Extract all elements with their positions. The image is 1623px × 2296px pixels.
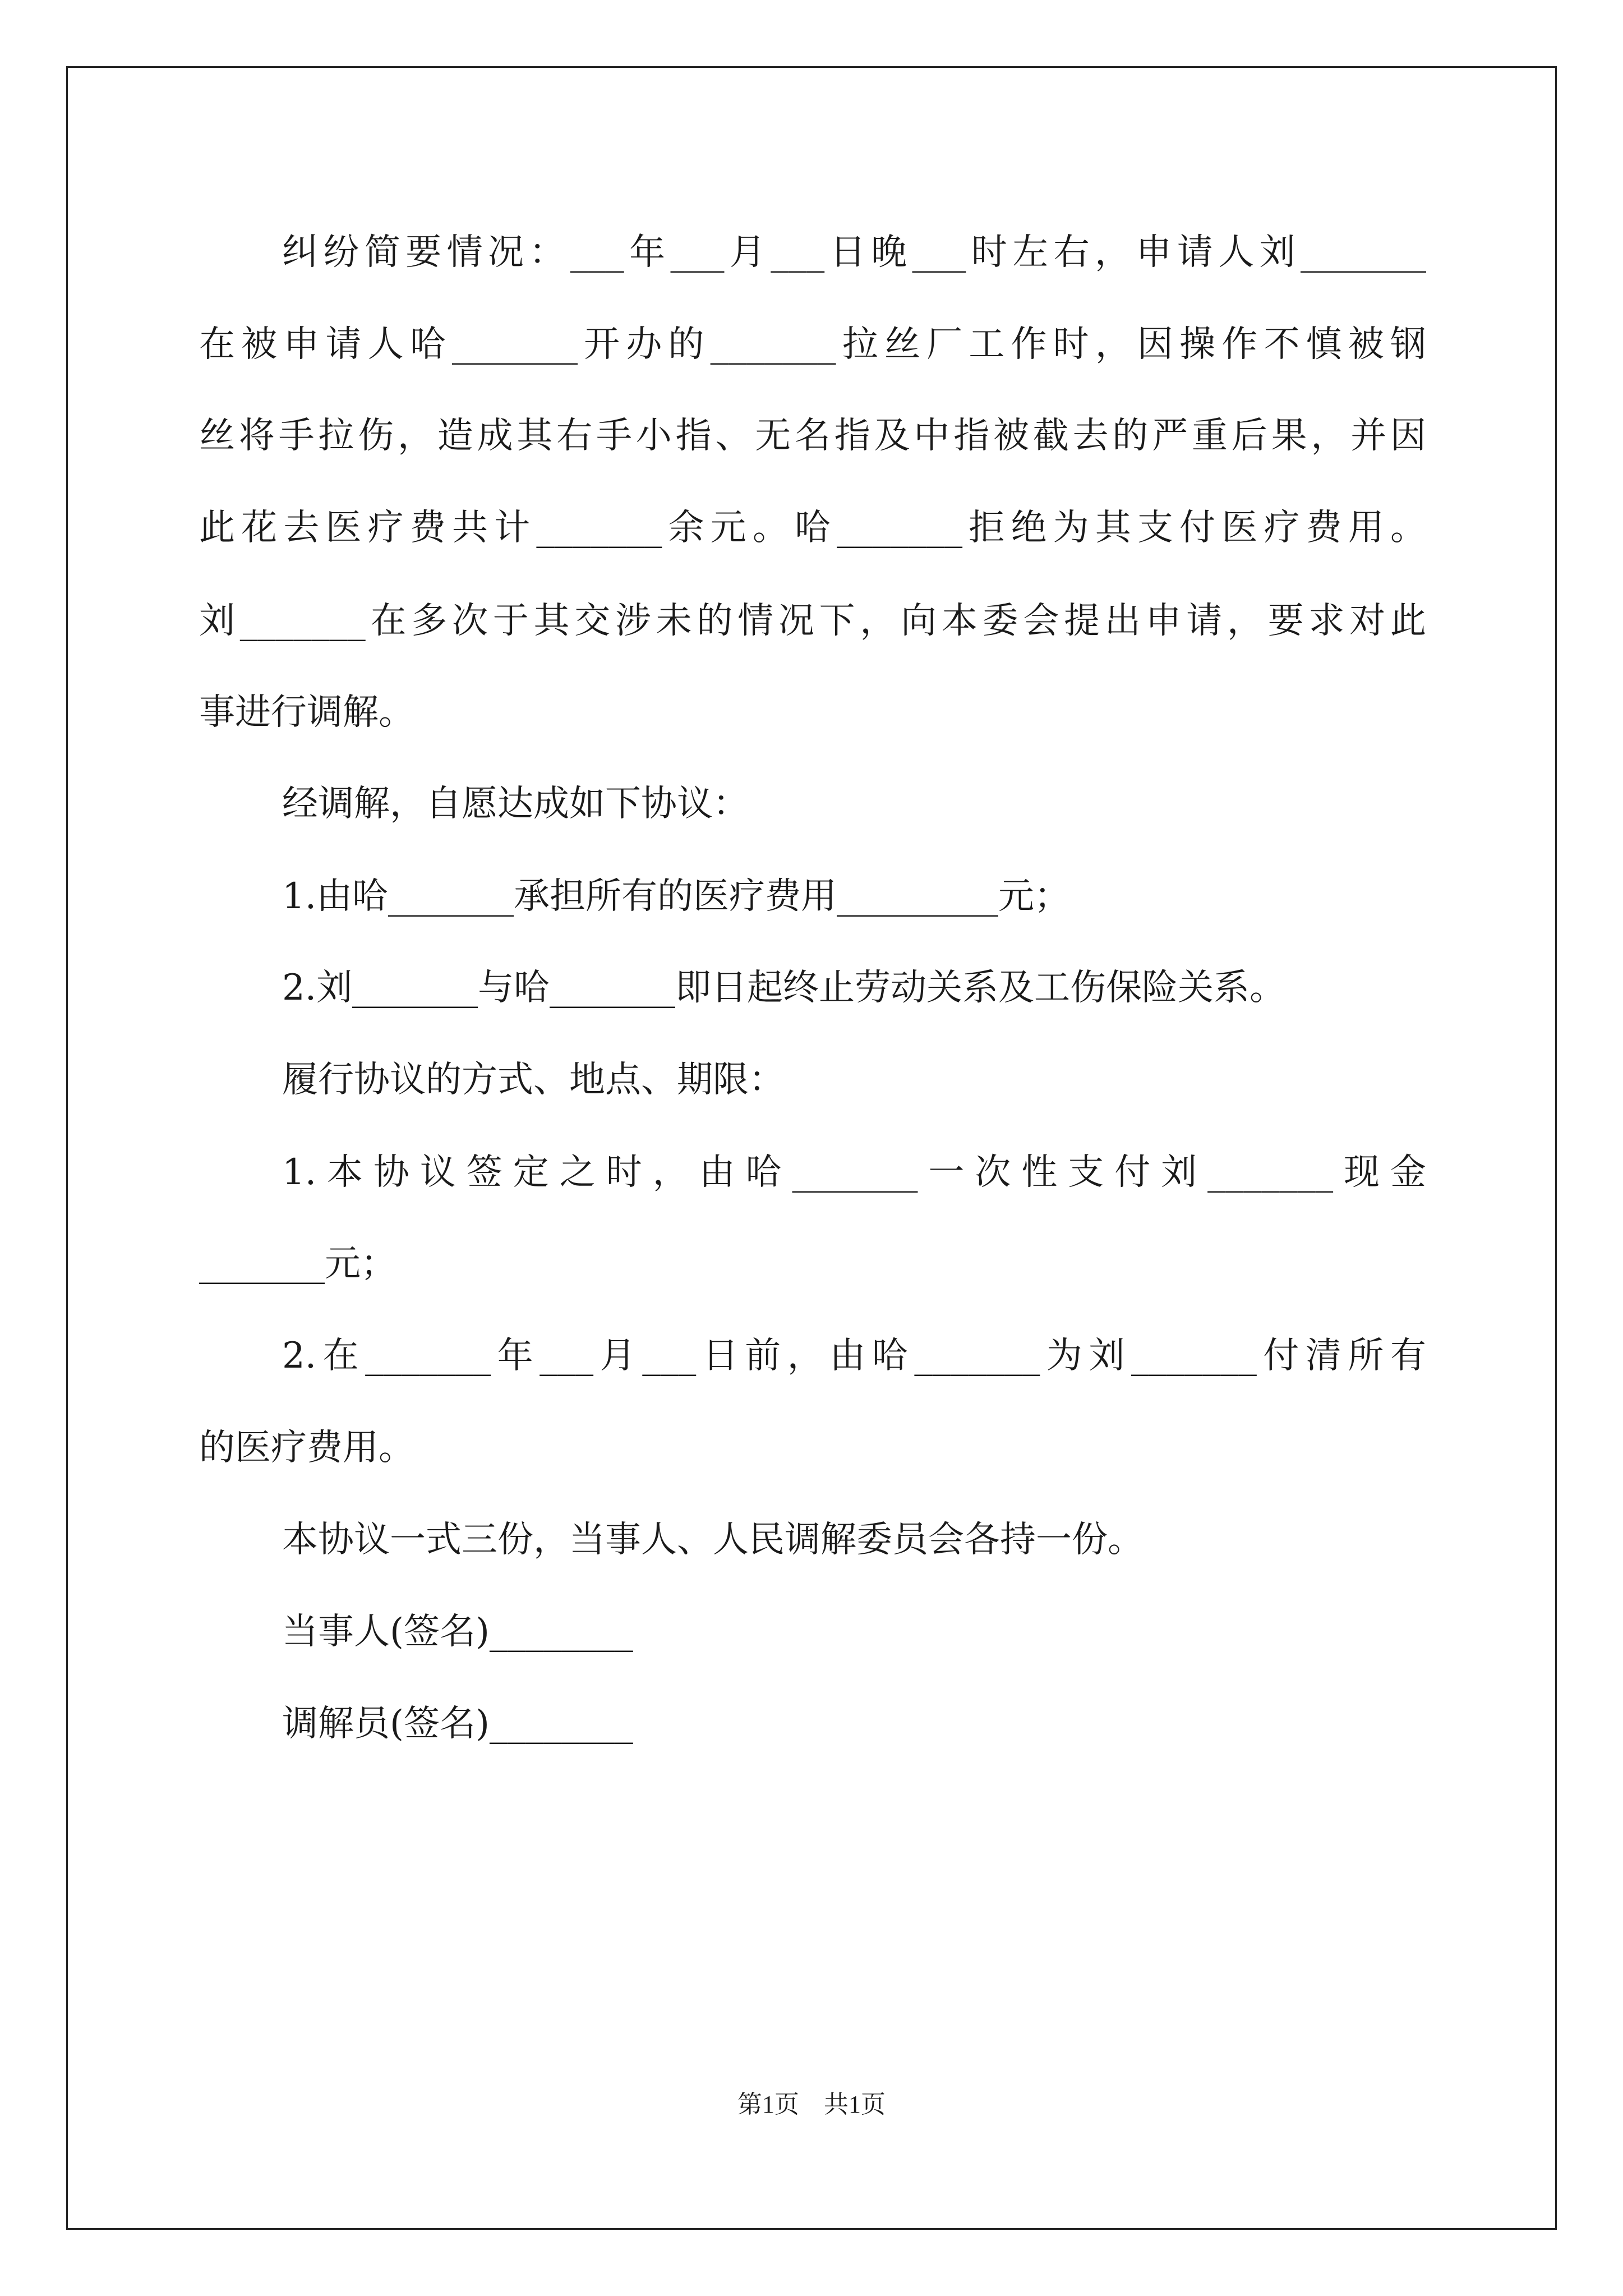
copies-clause: 本协议一式三份，当事人、人民调解委员会各持一份。	[282, 1519, 1144, 1561]
performance-heading: 履行协议的方式、地点、期限：	[282, 1059, 785, 1101]
performance-item-1-line-1: 1.本协议签定之时，由哈_______一次性支付刘_______现金	[282, 1152, 1426, 1193]
page-footer: 第1页 共1页	[737, 2091, 886, 2118]
paragraph-dispute-line-2: 在被申请人哈_______开办的_______拉丝厂工作时，因操作不慎被钢	[199, 324, 1426, 365]
paragraph-dispute-line-6: 事进行调解。	[199, 692, 414, 733]
agreement-item-1: 1.由哈_______承担所有的医疗费用_________元；	[282, 876, 1071, 917]
party-signature: 当事人(签名)________	[282, 1611, 633, 1653]
mediator-signature: 调解员(签名)________	[282, 1703, 633, 1745]
performance-item-2-line-1: 2.在_______年___月___日前，由哈_______为刘_______付清所有	[282, 1335, 1426, 1377]
performance-item-1-line-2: _______元；	[199, 1243, 396, 1285]
paragraph-dispute-line-3: 丝将手拉伤，造成其右手小指、无名指及中指被截去的严重后果，并因	[199, 415, 1426, 457]
paragraph-dispute-line-5: 刘_______在多次于其交涉未的情况下，向本委会提出申请，要求对此	[199, 600, 1426, 642]
performance-item-2-line-2: 的医疗费用。	[199, 1427, 414, 1469]
paragraph-dispute-line-4: 此花去医疗费共计_______余元。哈_______拒绝为其支付医疗费用。	[199, 507, 1426, 549]
agreement-item-2: 2.刘_______与哈_______即日起终止劳动关系及工伤保险关系。	[282, 967, 1286, 1009]
agreement-intro: 经调解，自愿达成如下协议：	[282, 783, 749, 825]
paragraph-dispute-line-1: 纠纷简要情况：___年___月___日晚___时左右，申请人刘_______	[282, 232, 1426, 273]
